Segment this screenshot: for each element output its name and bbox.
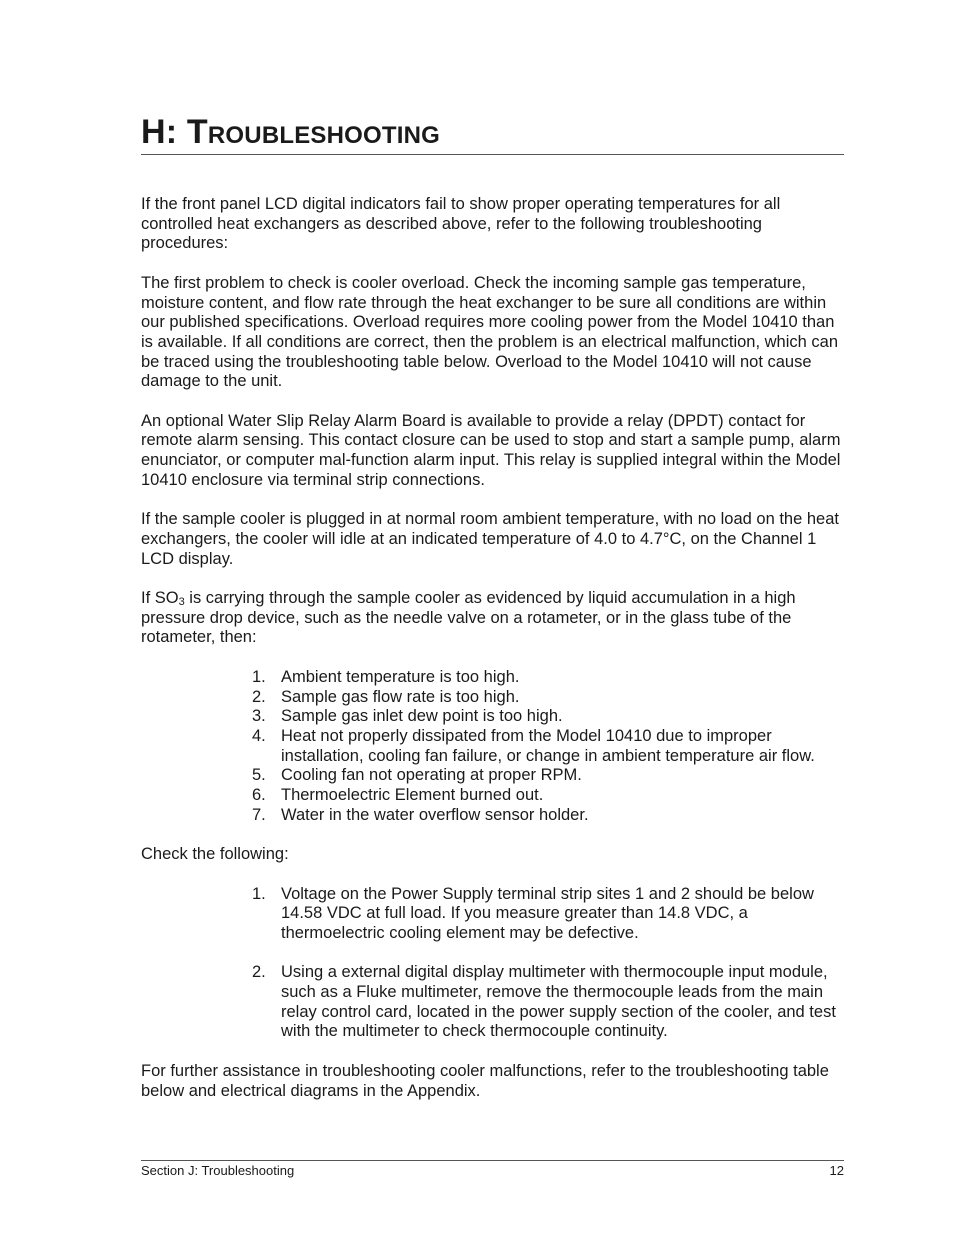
page-number: 12 (829, 1163, 844, 1178)
list-number: 3. (252, 707, 266, 726)
so3-text-end: is carrying through the sample cooler as evidenced by liquid accumulation in a high pressure drop device, such as the needle valve on a rotameter, or in the glass tube of the rotameter, then: (141, 589, 796, 647)
list-item-text: Using a external digital display multimeter with thermocouple input module, such as a Fluke multimeter, remove the thermocouple leads from the main relay control card, located in the power supply section of the cooler, and test with the multimeter to check thermocouple continuity. (281, 963, 836, 1041)
list-item (141, 668, 846, 688)
list-item (141, 707, 846, 727)
list-item-text: Sample gas flow rate is too high. (281, 687, 520, 706)
causes-list (141, 668, 846, 826)
list-number: 6. (252, 786, 266, 805)
list-item-text: Sample gas inlet dew point is too high. (281, 707, 563, 726)
body-text (141, 195, 846, 1121)
so3-text-start: If SO (141, 589, 179, 607)
further-assistance-paragraph: For further assistance in troubleshooting cooler malfunctions, refer to the troubleshooting table below and electrical diagrams in the Appendix. (141, 1061, 829, 1100)
relay-alarm-paragraph: An optional Water Slip Relay Alarm Board is available to provide a relay (DPDT) contact for remote alarm sensing. This contact closure can be used to stop and start a sample pump, alarm enunciator, or computer mal-function alarm input. This relay is supplied integral within the Model 10410 enclosure via terminal strip connections. (141, 411, 841, 489)
list-item (141, 688, 846, 708)
list-item (141, 885, 846, 944)
page-title: H: Troubleshooting (141, 113, 441, 151)
list-item (141, 786, 846, 806)
list-item-text: Voltage on the Power Supply terminal strip sites 1 and 2 should be below 14.58 VDC at full load. If you measure greater than 14.8 VDC, a thermoelectric cooling element may be defective. (281, 884, 814, 942)
overload-paragraph: The first problem to check is cooler overload. Check the incoming sample gas temperature, moisture content, and flow rate through the heat exchanger to be sure all conditions are within our published specifications. Overload requires more cooling power from the Model 10410 than is available. If all conditions are correct, then the problem is an electrical malfunction, which can be traced using the troubleshooting table below. Overload to the Model 10410 will not cause damage to the unit. (141, 273, 839, 391)
list-number: 1. (252, 884, 266, 903)
list-item (141, 963, 846, 1042)
list-item-text: Heat not properly dissipated from the Model 10410 due to improper installation, cooling fan failure, or change in ambient temperature air flow. (281, 726, 815, 765)
idle-temperature-paragraph: If the sample cooler is plugged in at normal room ambient temperature, with no load on the heat exchangers, the cooler will idle at an indicated temperature of 4.0 to 4.7°C, on the Channel 1 LCD display. (141, 510, 839, 568)
list-item-text: Water in the water overflow sensor holder. (281, 805, 589, 824)
list-number: 2. (252, 687, 266, 706)
check-intro-paragraph: Check the following: (141, 845, 289, 864)
list-item (141, 727, 846, 766)
page-footer (141, 1160, 844, 1178)
list-number: 7. (252, 805, 266, 824)
list-number: 4. (252, 726, 266, 745)
checks-list (141, 885, 846, 1043)
list-item (141, 806, 846, 826)
list-item-text: Thermoelectric Element burned out. (281, 786, 544, 805)
list-item-text: Ambient temperature is too high. (281, 667, 520, 686)
list-number: 1. (252, 667, 266, 686)
section-heading (141, 112, 844, 155)
intro-paragraph: If the front panel LCD digital indicators fail to show proper operating temperatures for all controlled heat exchangers as described above, refer to the following troubleshooting procedures: (141, 195, 781, 253)
list-item-text: Cooling fan not operating at proper RPM. (281, 766, 582, 785)
footer-section-label: Section J: Troubleshooting (141, 1163, 295, 1178)
so3-paragraph (141, 589, 846, 648)
list-item (141, 766, 846, 786)
list-number: 2. (252, 963, 266, 982)
list-number: 5. (252, 766, 266, 785)
so3-subscript: 3 (178, 596, 185, 608)
